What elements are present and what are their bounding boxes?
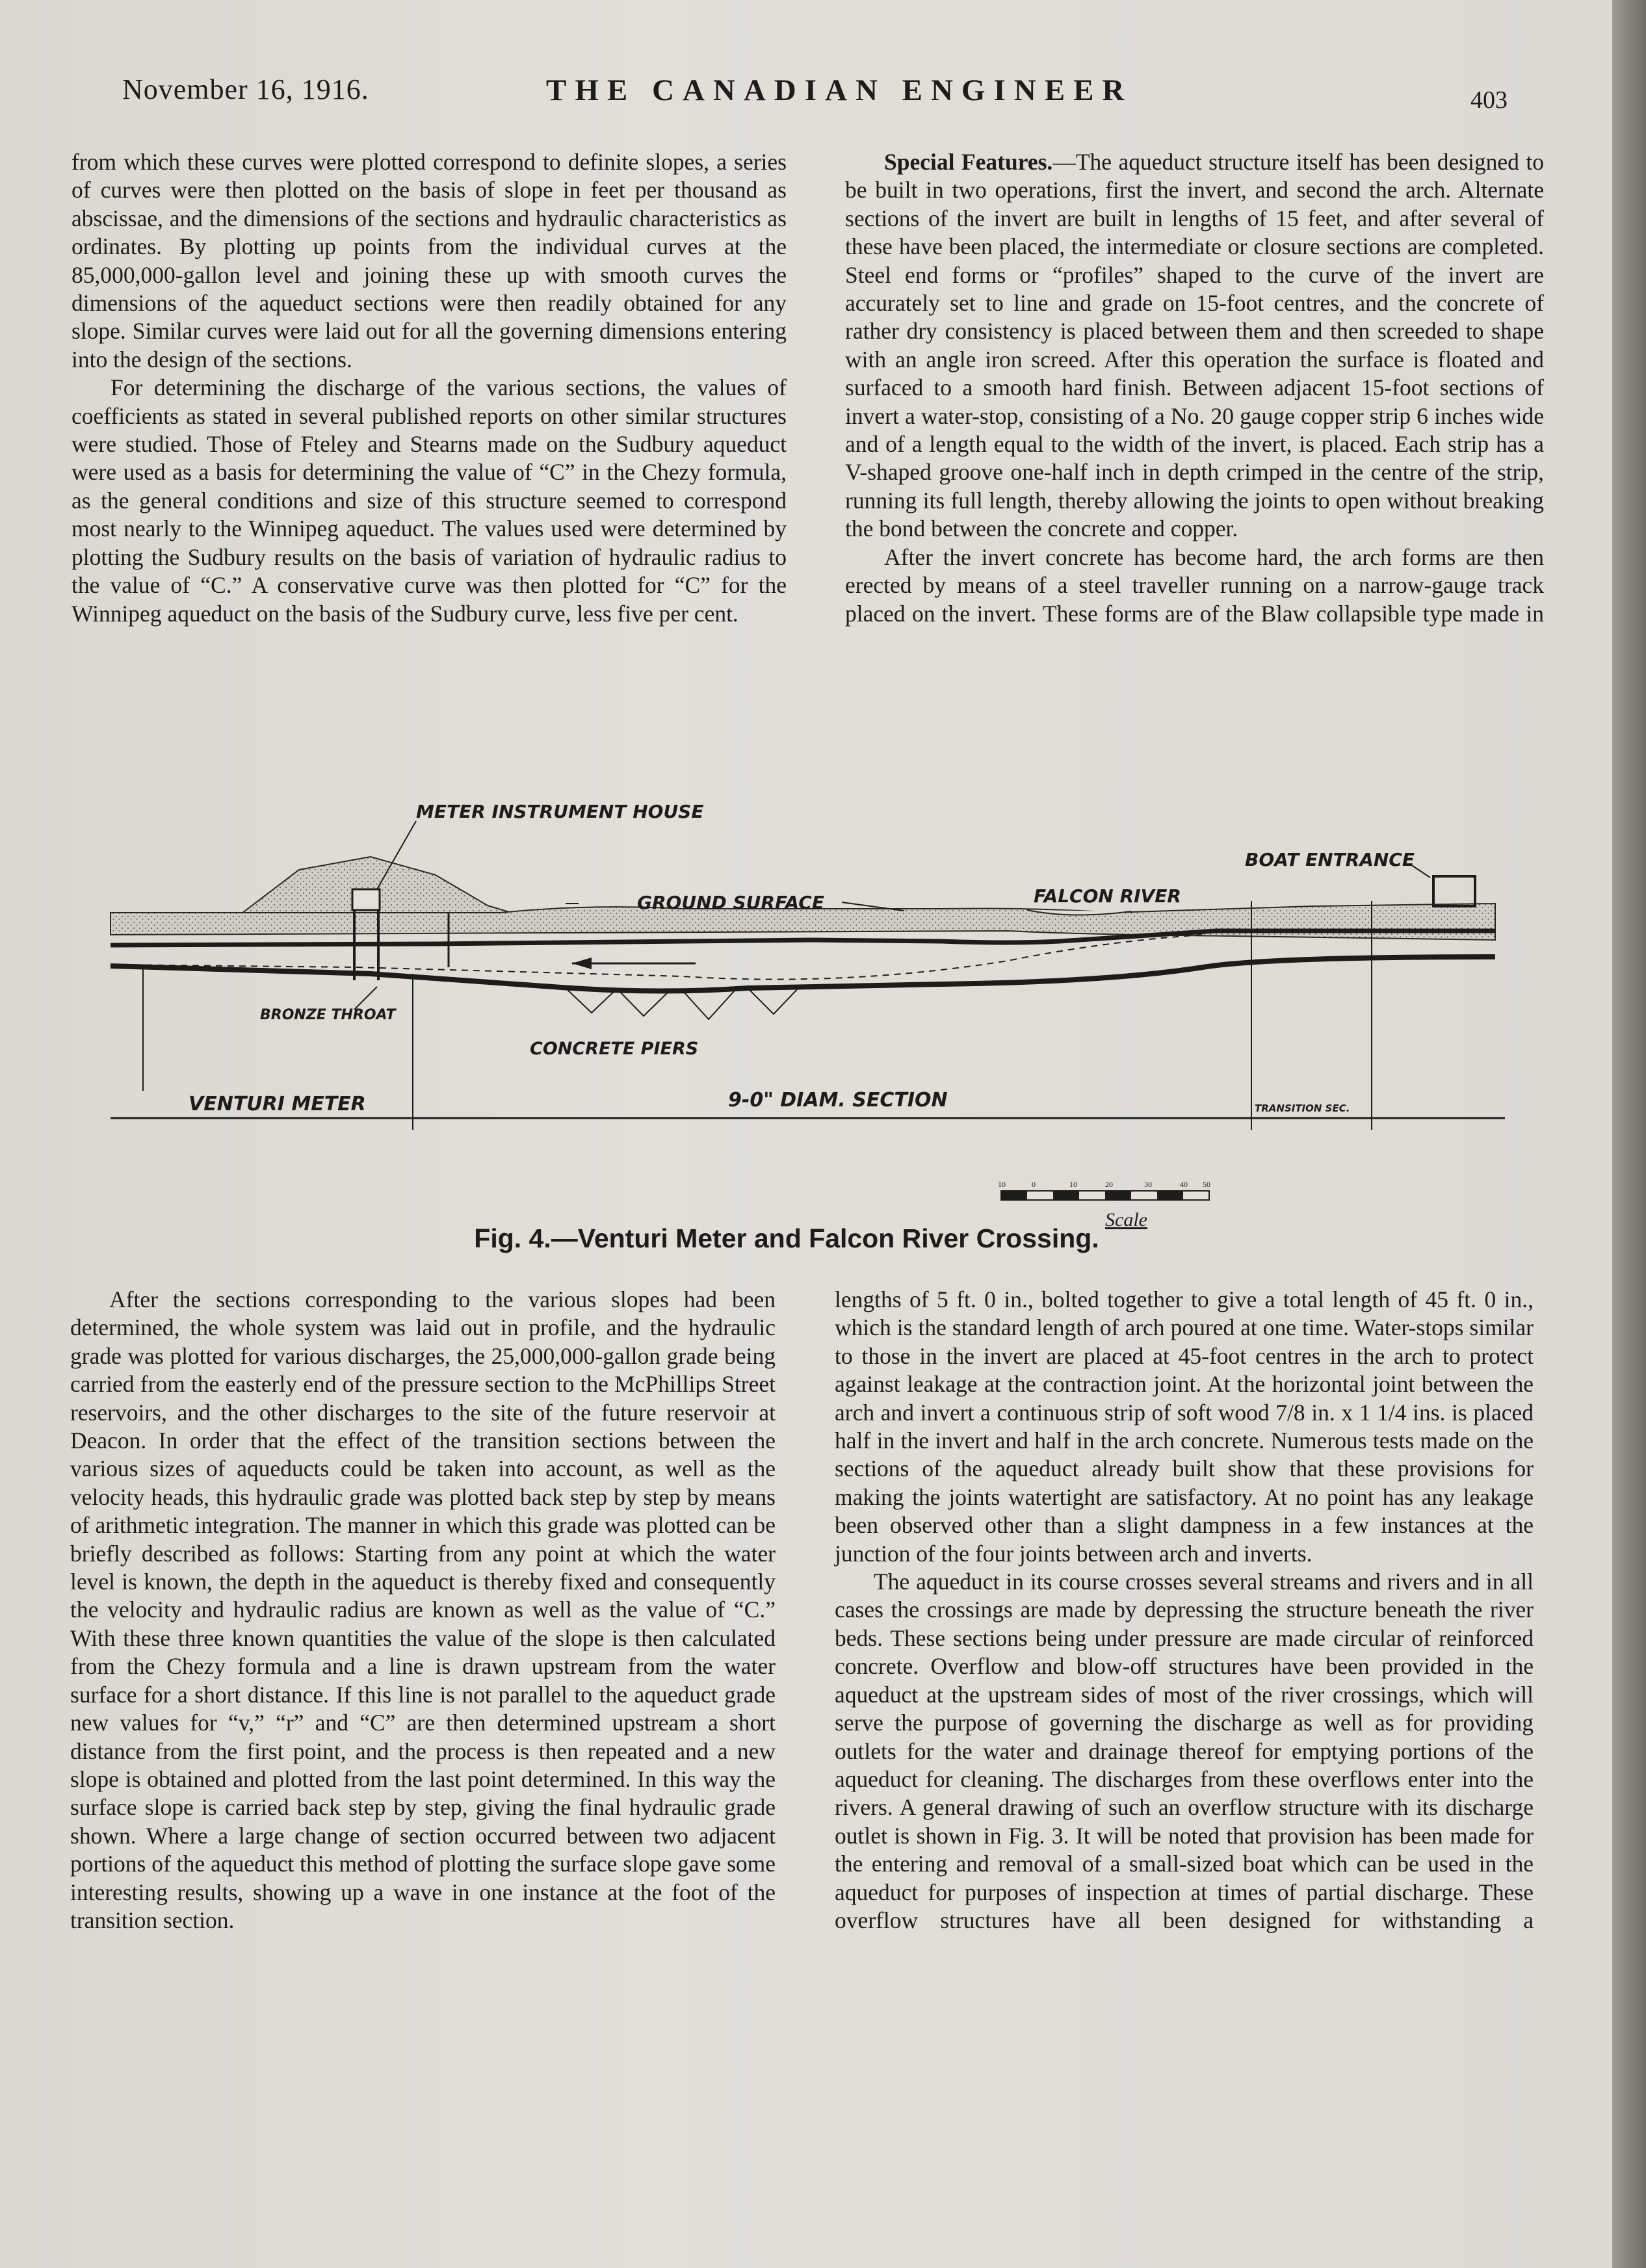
- figure-caption: Fig. 4.—Venturi Meter and Falcon River Crossing.: [474, 1223, 1099, 1253]
- paragraph: The aqueduct in its course crosses several streams and rivers and in all cases the crossings are made by depressing the structure beneath the river beds. These sections being under pressure are made circular of reinforced concrete. Overflow and blow-off structures have been provided in the aqueduct at the upstream sides of most of the river crossings, which will serve the purpose of governing the discharge as well as for providing outlets for the water and drainage thereof for emptying portions of the aqueduct for cleaning. The discharges from these overflows enter into the rivers. A general drawing of such an overflow structure with its discharge outlet is shown in Fig. 3. It will be noted that provision has been made for the entering and removal of a small-sized boat which can be used in the aqueduct for purposes of inspection at times of partial discharge. These overflow structures have all been designed for withstanding a: [835, 1569, 1534, 1933]
- section-heading: Special Features.: [884, 149, 1053, 175]
- venturi-profile-drawing: [98, 792, 1528, 1240]
- label-concrete-piers: CONCRETE PIERS: [530, 1039, 699, 1059]
- column-2: [845, 148, 1544, 628]
- label-diam-section: 9-0" DIAM. SECTION: [728, 1089, 948, 1112]
- paragraph: —The aqueduct structure itself has been designed to be built in two operations, first the invert, and second the arch. Alternate sections of the invert are built in lengths of 15 feet, and after several of these have been placed, the intermediate or closure sections are completed. Steel end forms or “profiles” shaped to the curve of the invert are accurately set to line and grade on 15-foot centres, and the concrete of rather dry consistency is placed between them and then screeded to shape with an angle iron screed. After this operation the surface is floated and surfaced to a smooth hard finish. Between adjacent 15-foot sections of invert a water-stop, consisting of a No. 20 gauge copper strip 6 inches wide and of a length equal to the width of the invert, is placed. Each strip has a V-shaped groove one-half inch in depth crimped in the centre of the strip, running its full length, thereby allowing the joints to open without breaking the bond between the concrete and copper.: [845, 149, 1544, 542]
- page-edge: [1612, 0, 1646, 2268]
- label-falcon-river: FALCON RIVER: [1034, 885, 1181, 907]
- figure-4: [98, 792, 1528, 1240]
- aqueduct-invert: [111, 957, 1495, 991]
- svg-text:40: 40: [1180, 1180, 1188, 1189]
- paragraph: After the sections corresponding to the various slopes had been determined, the whole system was laid out in profile, and the hydraulic grade was plotted for various discharges, the 25,000,000-gallon grade being carried from the easterly end of the pressure section to the McPhillips Street reservoirs, and the other discharges to the site of the future reservoir at Deacon. In order that the effect of the transition sections between the various sizes of aqueducts could be taken into account, as well as the velocity heads, this hydraulic grade was plotted back step by step by means of arithmetic integration. The manner in which this grade was plotted can be briefly described as follows: Starting from any point at which the water level is known, the depth in the aqueduct is thereby fixed and consequently the velocity and hydraulic radius are known as well as the value of “C.” With these three known quantities the value of the slope is then calculated from the Chezy formula and a line is drawn upstream from the water surface for a short distance. If this line is not parallel to the aqueduct grade new values for “v,” “r” and “C” are then determined upstream a short distance from the first point, and the process is then repeated and a new slope is obtained and plotted from the last point determined. In this way the surface slope is carried back step by step, giving the final hydraulic grade shown. Where a large change of section occurred between two adjacent portions of the aqueduct this method of plotting the surface slope gave some interesting results, showing up a wave in one instance at the foot of the transition section.: [70, 1286, 776, 1933]
- column-1: [72, 148, 787, 628]
- label-transition-sec: TRANSITION SEC.: [1255, 1102, 1350, 1114]
- paragraph: After the invert concrete has become hard, the arch forms are then erected by means of a steel traveller running on a narrow-gauge track placed on the invert. These forms are of the Blaw collapsible type made in: [845, 543, 1544, 627]
- paragraph: lengths of 5 ft. 0 in., bolted together to give a total length of 45 ft. 0 in., which is the standard length of arch poured at one time. Water-stops similar to those in the invert are placed at 45-foot centres in the arch to protect against leakage at the contraction joint. At the horizontal joint between the arch and invert a continuous strip of soft wood 7/8 in. x 1 1/4 ins. is placed half in the invert and half in the arch concrete. Numerous tests made on the sections of the aqueduct already built show that these provisions for making the joints watertight are satisfactory. At no point has any leakage been observed other than a slight dampness in a few instances at the junction of the four joints between arch and inverts.: [835, 1286, 1534, 1567]
- svg-text:30: 30: [1144, 1180, 1152, 1189]
- label-bronze-throat: BRONZE THROAT: [260, 1007, 396, 1023]
- svg-text:10: 10: [1069, 1180, 1077, 1189]
- boat-entrance: [1433, 876, 1475, 906]
- svg-text:20: 20: [1105, 1180, 1113, 1189]
- meter-house: [352, 889, 380, 910]
- journal-title: THE CANADIAN ENGINEER: [546, 73, 1133, 107]
- column-3: [70, 1286, 776, 1935]
- paragraph: from which these curves were plotted correspond to definite slopes, a series of curves were then plotted on the basis of slope in feet per thousand as abscissae, and the dimensions of the sections and hydraulic characteristics as ordinates. By plotting up points from the individual curves at the 85,000,000-gallon level and joining these up with smooth curves the dimensions of the aqueduct sections were then readily obtained for any slope. Similar curves were laid out for all the governing dimensions entering into the design of the sections.: [72, 149, 787, 372]
- label-scale: Scale: [1105, 1209, 1147, 1231]
- svg-text:50: 50: [1203, 1180, 1210, 1189]
- label-ground-surface: GROUND SURFACE: [637, 892, 824, 913]
- header-date: November 16, 1916.: [122, 73, 369, 105]
- svg-text:0: 0: [1032, 1180, 1036, 1189]
- paragraph: For determining the discharge of the various sections, the values of coefficients as stated in several published reports on other similar structures were studied. Those of Fteley and Stearns made on the Sudbury aqueduct were used as a basis for determining the value of “C” in the Chezy formula, as the general conditions and size of this structure seemed to correspond most nearly to the Winnipeg aqueduct. The values used were determined by plotting the Sudbury results on the basis of variation of hydraulic radius to the value of “C.” A conservative curve was then plotted for “C” for the Winnipeg aqueduct on the basis of the Sudbury curve, less five per cent.: [72, 374, 787, 627]
- label-boat-entrance: BOAT ENTRANCE: [1245, 849, 1415, 870]
- label-meter-house: METER INSTRUMENT HOUSE: [416, 801, 704, 822]
- page-number: 403: [1470, 86, 1508, 114]
- column-4: [835, 1286, 1534, 1935]
- label-venturi-meter: VENTURI METER: [189, 1093, 366, 1115]
- svg-text:10: 10: [998, 1180, 1006, 1189]
